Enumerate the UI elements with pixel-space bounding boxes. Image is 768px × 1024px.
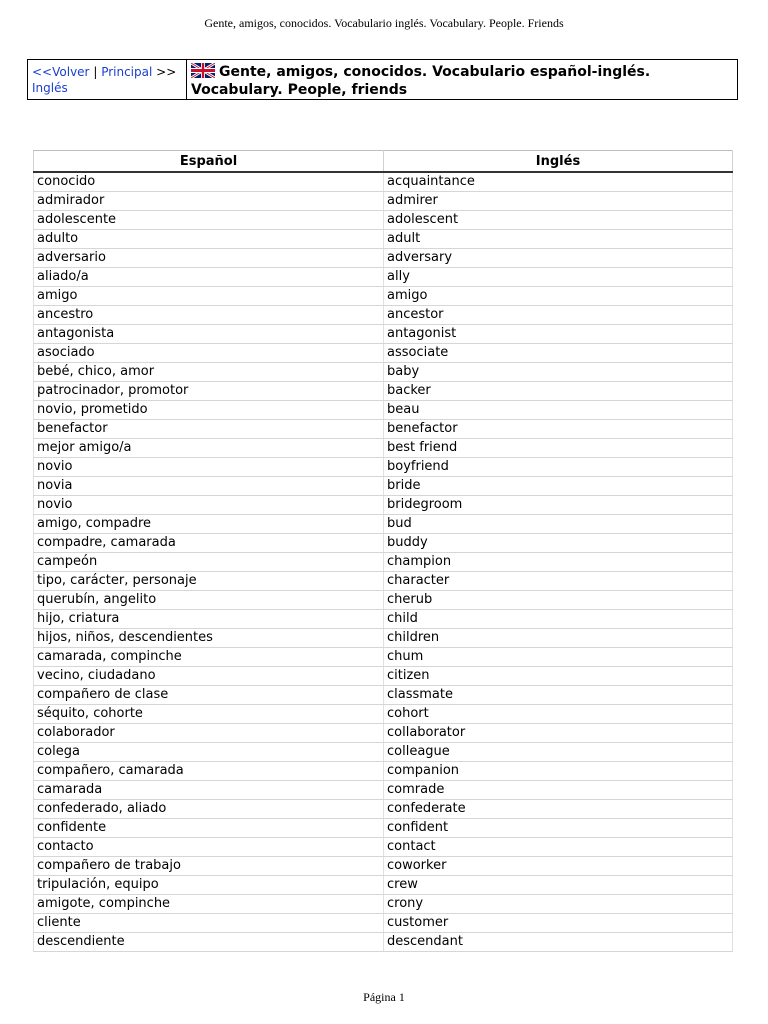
- spanish-term: aliado/a: [34, 268, 384, 287]
- english-term: buddy: [384, 534, 733, 553]
- page-number: Página 1: [363, 990, 405, 1004]
- uk-flag-icon: [191, 63, 215, 78]
- table-header-row: [34, 151, 733, 173]
- table-row: [34, 553, 733, 572]
- nav-arrows: >>: [156, 65, 177, 79]
- table-row: [34, 325, 733, 344]
- english-term: customer: [384, 914, 733, 933]
- table-row: [34, 705, 733, 724]
- table-row: [34, 800, 733, 819]
- english-term: cherub: [384, 591, 733, 610]
- table-row: [34, 857, 733, 876]
- table-row: [34, 686, 733, 705]
- english-term: colleague: [384, 743, 733, 762]
- table-row: [34, 382, 733, 401]
- column-header-english: Inglés: [384, 151, 733, 173]
- spanish-term: amigote, compinche: [34, 895, 384, 914]
- spanish-term: ancestro: [34, 306, 384, 325]
- table-row: [34, 458, 733, 477]
- vocabulary-body: [34, 172, 733, 952]
- spanish-term: compañero, camarada: [34, 762, 384, 781]
- spanish-term: conocido: [34, 172, 384, 192]
- spanish-term: novia: [34, 477, 384, 496]
- table-row: [34, 172, 733, 192]
- table-row: [34, 876, 733, 895]
- english-term: cohort: [384, 705, 733, 724]
- table-row: [34, 344, 733, 363]
- english-term: bud: [384, 515, 733, 534]
- spanish-term: confederado, aliado: [34, 800, 384, 819]
- spanish-term: admirador: [34, 192, 384, 211]
- english-term: coworker: [384, 857, 733, 876]
- spanish-term: querubín, angelito: [34, 591, 384, 610]
- table-row: [34, 192, 733, 211]
- spanish-term: amigo: [34, 287, 384, 306]
- english-term: collaborator: [384, 724, 733, 743]
- table-row: [34, 496, 733, 515]
- table-row: [34, 724, 733, 743]
- spanish-term: campeón: [34, 553, 384, 572]
- english-term: confident: [384, 819, 733, 838]
- page-header-title: Gente, amigos, conocidos. Vocabulario inglés. Vocabulary. People. Friends: [204, 16, 564, 30]
- english-term: character: [384, 572, 733, 591]
- english-term: best friend: [384, 439, 733, 458]
- table-row: [34, 629, 733, 648]
- vocabulary-table: [33, 150, 733, 952]
- table-row: [34, 249, 733, 268]
- english-term: classmate: [384, 686, 733, 705]
- spanish-term: contacto: [34, 838, 384, 857]
- spanish-term: adolescente: [34, 211, 384, 230]
- english-term: beau: [384, 401, 733, 420]
- spanish-term: novio, prometido: [34, 401, 384, 420]
- table-row: [34, 268, 733, 287]
- table-row: [34, 306, 733, 325]
- page-heading: Gente, amigos, conocidos. Vocabulario español-inglés. Vocabulary. People, friends: [191, 64, 651, 98]
- spanish-term: antagonista: [34, 325, 384, 344]
- english-term: citizen: [384, 667, 733, 686]
- spanish-term: bebé, chico, amor: [34, 363, 384, 382]
- english-term: backer: [384, 382, 733, 401]
- ingles-link[interactable]: Inglés: [32, 81, 68, 95]
- spanish-term: asociado: [34, 344, 384, 363]
- english-term: amigo: [384, 287, 733, 306]
- spanish-term: colega: [34, 743, 384, 762]
- spanish-term: colaborador: [34, 724, 384, 743]
- english-term: adversary: [384, 249, 733, 268]
- spanish-term: patrocinador, promotor: [34, 382, 384, 401]
- table-row: [34, 933, 733, 952]
- table-row: [34, 211, 733, 230]
- table-row: [34, 591, 733, 610]
- table-row: [34, 743, 733, 762]
- table-row: [34, 667, 733, 686]
- english-term: chum: [384, 648, 733, 667]
- spanish-term: tipo, carácter, personaje: [34, 572, 384, 591]
- english-term: baby: [384, 363, 733, 382]
- spanish-term: séquito, cohorte: [34, 705, 384, 724]
- nav-links: [28, 60, 187, 99]
- english-term: comrade: [384, 781, 733, 800]
- english-term: ally: [384, 268, 733, 287]
- spanish-term: camarada: [34, 781, 384, 800]
- navigation-box: [27, 59, 738, 100]
- table-row: [34, 230, 733, 249]
- english-term: contact: [384, 838, 733, 857]
- table-row: [34, 363, 733, 382]
- table-row: [34, 914, 733, 933]
- spanish-term: vecino, ciudadano: [34, 667, 384, 686]
- english-term: child: [384, 610, 733, 629]
- table-row: [34, 819, 733, 838]
- spanish-term: tripulación, equipo: [34, 876, 384, 895]
- table-row: [34, 477, 733, 496]
- table-row: [34, 895, 733, 914]
- spanish-term: hijo, criatura: [34, 610, 384, 629]
- nav-heading-cell: [187, 60, 737, 99]
- table-row: [34, 572, 733, 591]
- spanish-term: cliente: [34, 914, 384, 933]
- english-term: crony: [384, 895, 733, 914]
- spanish-term: novio: [34, 458, 384, 477]
- english-term: bride: [384, 477, 733, 496]
- english-term: ancestor: [384, 306, 733, 325]
- english-term: crew: [384, 876, 733, 895]
- english-term: champion: [384, 553, 733, 572]
- column-header-spanish: Español: [34, 151, 384, 173]
- english-term: benefactor: [384, 420, 733, 439]
- spanish-term: confidente: [34, 819, 384, 838]
- english-term: boyfriend: [384, 458, 733, 477]
- english-term: confederate: [384, 800, 733, 819]
- spanish-term: adulto: [34, 230, 384, 249]
- english-term: companion: [384, 762, 733, 781]
- english-term: adult: [384, 230, 733, 249]
- spanish-term: adversario: [34, 249, 384, 268]
- nav-separator: |: [93, 65, 98, 79]
- english-term: acquaintance: [384, 172, 733, 192]
- table-row: [34, 534, 733, 553]
- english-term: descendant: [384, 933, 733, 952]
- table-row: [34, 401, 733, 420]
- table-row: [34, 781, 733, 800]
- spanish-term: mejor amigo/a: [34, 439, 384, 458]
- spanish-term: compañero de clase: [34, 686, 384, 705]
- spanish-term: descendiente: [34, 933, 384, 952]
- english-term: bridegroom: [384, 496, 733, 515]
- table-row: [34, 515, 733, 534]
- table-row: [34, 439, 733, 458]
- spanish-term: hijos, niños, descendientes: [34, 629, 384, 648]
- main-link[interactable]: Principal: [101, 65, 153, 79]
- spanish-term: compañero de trabajo: [34, 857, 384, 876]
- english-term: admirer: [384, 192, 733, 211]
- table-row: [34, 648, 733, 667]
- english-term: children: [384, 629, 733, 648]
- table-row: [34, 610, 733, 629]
- english-term: adolescent: [384, 211, 733, 230]
- table-row: [34, 838, 733, 857]
- english-term: associate: [384, 344, 733, 363]
- back-link[interactable]: <<Volver: [32, 65, 90, 79]
- english-term: antagonist: [384, 325, 733, 344]
- spanish-term: camarada, compinche: [34, 648, 384, 667]
- table-row: [34, 420, 733, 439]
- spanish-term: amigo, compadre: [34, 515, 384, 534]
- table-row: [34, 762, 733, 781]
- spanish-term: novio: [34, 496, 384, 515]
- spanish-term: benefactor: [34, 420, 384, 439]
- spanish-term: compadre, camarada: [34, 534, 384, 553]
- table-row: [34, 287, 733, 306]
